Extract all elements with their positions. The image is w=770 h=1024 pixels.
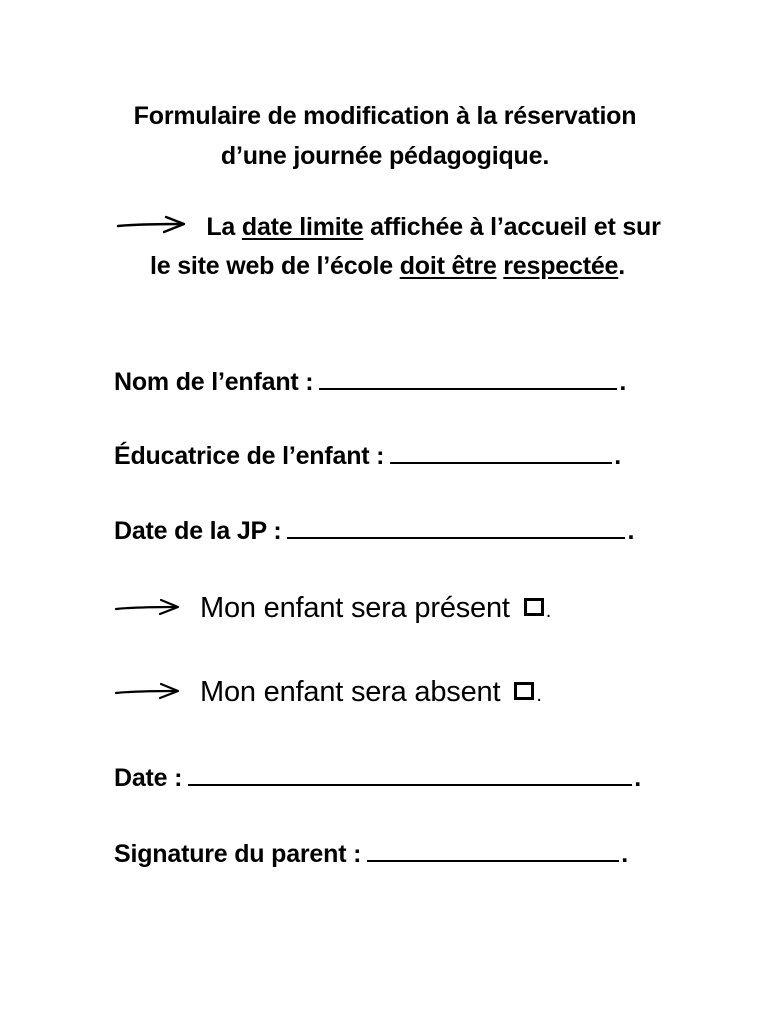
educator-field <box>114 438 621 472</box>
arrow-right-icon <box>114 596 182 618</box>
child-name-blank[interactable] <box>319 364 617 390</box>
deadline-notice <box>110 208 665 286</box>
notice-doit-etre: doit être <box>399 252 497 280</box>
form-title-line-2: d’une journée pédagogique. <box>220 142 550 170</box>
period: . <box>627 517 635 545</box>
period: . <box>619 368 627 396</box>
educator-label: Éducatrice de l’enfant : <box>114 442 385 470</box>
period: . <box>634 764 642 792</box>
form-title <box>80 96 690 176</box>
arrow-right-icon <box>114 213 188 237</box>
period: . <box>545 600 552 622</box>
form-title-line-1: Formulaire de modification à la réservation <box>133 102 637 130</box>
educator-blank[interactable] <box>390 438 612 464</box>
present-label: Mon enfant sera présent <box>200 592 510 624</box>
notice-text-2: affichée à l’accueil et sur le site web de l’école <box>150 213 661 280</box>
notice-date-limite: date limite <box>241 213 364 241</box>
date-field <box>114 760 641 794</box>
child-name-label: Nom de l’enfant : <box>114 368 314 396</box>
absent-label: Mon enfant sera absent <box>200 676 501 708</box>
jp-date-field <box>114 513 634 547</box>
period: . <box>614 442 622 470</box>
jp-date-label: Date de la JP : <box>114 517 282 545</box>
signature-blank[interactable] <box>367 836 619 862</box>
arrow-right-icon <box>114 680 182 702</box>
signature-label: Signature du parent : <box>114 840 362 868</box>
notice-respectee: respectée <box>503 252 619 280</box>
signature-field <box>114 836 628 870</box>
absent-checkbox[interactable] <box>514 682 534 700</box>
present-checkbox[interactable] <box>524 598 544 616</box>
jp-date-blank[interactable] <box>287 513 625 539</box>
date-blank[interactable] <box>188 760 632 786</box>
date-label: Date : <box>114 764 183 792</box>
child-name-field <box>114 364 626 398</box>
notice-text-1: La <box>206 213 242 241</box>
notice-text-4: . <box>618 252 625 280</box>
present-choice <box>114 590 551 629</box>
period: . <box>621 840 628 868</box>
period: . <box>536 684 542 706</box>
absent-choice <box>114 674 542 713</box>
